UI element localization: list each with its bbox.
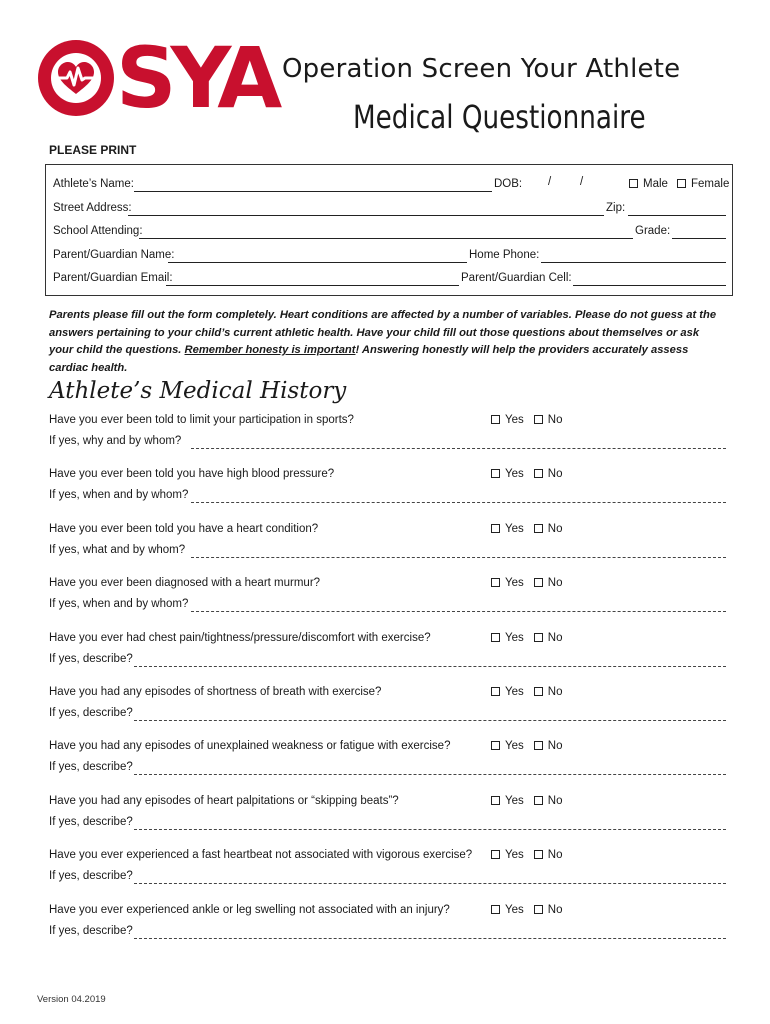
school-field[interactable] (139, 238, 633, 239)
yes-checkbox[interactable] (491, 905, 500, 914)
yes-checkbox[interactable] (491, 469, 500, 478)
male-checkbox[interactable] (629, 179, 638, 188)
osya-logo (38, 29, 277, 127)
follow-up-answer-field[interactable] (134, 938, 726, 939)
yes-no-options (491, 904, 562, 916)
no-label: No (547, 468, 563, 480)
zip-field[interactable] (628, 215, 726, 216)
follow-up-label: If yes, when and by whom? (49, 598, 189, 610)
question-text: Have you ever been told to limit your participation in sports? (49, 414, 354, 426)
follow-up-answer-field[interactable] (134, 829, 726, 830)
yes-label: Yes (505, 849, 524, 861)
yes-no-options (491, 577, 562, 589)
no-label: No (547, 740, 563, 752)
no-label: No (547, 632, 563, 644)
please-print-label: PLEASE PRINT (49, 143, 137, 157)
guardian-cell-label: Parent/Guardian Cell: (461, 272, 572, 284)
follow-up-label: If yes, describe? (49, 707, 133, 719)
grade-label: Grade: (635, 225, 671, 237)
no-checkbox[interactable] (534, 633, 543, 642)
follow-up-label: If yes, describe? (49, 653, 133, 665)
dob-label: DOB: (494, 178, 523, 190)
no-label: No (547, 523, 563, 535)
street-address-field[interactable] (128, 215, 604, 216)
follow-up-answer-field[interactable] (191, 448, 726, 449)
yes-no-options (491, 740, 562, 752)
no-label: No (547, 414, 563, 426)
honesty-emphasis: Remember honesty is important (184, 344, 356, 356)
female-checkbox[interactable] (677, 179, 686, 188)
guardian-email-label: Parent/Guardian Email: (53, 272, 173, 284)
yes-label: Yes (505, 414, 524, 426)
female-label: Female (691, 178, 730, 190)
question-text: Have you ever had chest pain/tightness/pressure/discomfort with exercise? (49, 632, 431, 644)
no-checkbox[interactable] (534, 469, 543, 478)
guardian-email-field[interactable] (166, 285, 459, 286)
no-checkbox[interactable] (534, 850, 543, 859)
version-label: Version 04.2019 (37, 994, 106, 1005)
question-text: Have you ever experienced a fast heartbeat not associated with vigorous exercise? (49, 849, 473, 861)
no-label: No (547, 904, 563, 916)
yes-label: Yes (505, 468, 524, 480)
yes-checkbox[interactable] (491, 415, 500, 424)
yes-checkbox[interactable] (491, 578, 500, 587)
follow-up-answer-field[interactable] (134, 666, 726, 667)
follow-up-label: If yes, describe? (49, 870, 133, 882)
no-checkbox[interactable] (534, 905, 543, 914)
no-label: No (547, 577, 563, 589)
athlete-name-field[interactable] (134, 191, 492, 192)
no-label: No (547, 795, 563, 807)
follow-up-label: If yes, why and by whom? (49, 435, 182, 447)
yes-checkbox[interactable] (491, 524, 500, 533)
yes-no-options (491, 414, 562, 426)
yes-label: Yes (505, 523, 524, 535)
page-subtitle: Medical Questionnaire (353, 98, 646, 136)
follow-up-label: If yes, describe? (49, 761, 133, 773)
question-text: Have you ever been diagnosed with a heart murmur? (49, 577, 321, 589)
heart-logo-icon (38, 40, 114, 116)
yes-no-options (491, 795, 562, 807)
question-text: Have you ever been told you have a heart condition? (49, 523, 319, 535)
yes-checkbox[interactable] (491, 633, 500, 642)
follow-up-answer-field[interactable] (134, 774, 726, 775)
question-text: Have you had any episodes of unexplained weakness or fatigue with exercise? (49, 740, 451, 752)
follow-up-answer-field[interactable] (191, 502, 726, 503)
guardian-cell-field[interactable] (573, 285, 726, 286)
follow-up-answer-field[interactable] (134, 720, 726, 721)
guardian-name-label: Parent/Guardian Name: (53, 249, 175, 261)
yes-label: Yes (505, 795, 524, 807)
athlete-name-label: Athlete’s Name: (53, 178, 134, 190)
question-text: Have you ever been told you have high blood pressure? (49, 468, 335, 480)
no-checkbox[interactable] (534, 524, 543, 533)
no-checkbox[interactable] (534, 741, 543, 750)
dob-separator: / (548, 176, 552, 188)
follow-up-label: If yes, what and by whom? (49, 544, 186, 556)
question-text: Have you ever experienced ankle or leg swelling not associated with an injury? (49, 904, 450, 916)
zip-label: Zip: (606, 202, 626, 214)
question-text: Have you had any episodes of shortness of breath with exercise? (49, 686, 382, 698)
follow-up-label: If yes, describe? (49, 925, 133, 937)
yes-no-options (491, 523, 562, 535)
home-phone-field[interactable] (541, 262, 726, 263)
school-label: School Attending: (53, 225, 143, 237)
home-phone-label: Home Phone: (469, 249, 540, 261)
no-label: No (547, 686, 563, 698)
logo-text: SYA (116, 29, 277, 127)
follow-up-answer-field[interactable] (191, 611, 726, 612)
guardian-name-field[interactable] (168, 262, 467, 263)
follow-up-answer-field[interactable] (191, 557, 726, 558)
follow-up-label: If yes, when and by whom? (49, 489, 189, 501)
grade-field[interactable] (672, 238, 726, 239)
no-checkbox[interactable] (534, 415, 543, 424)
yes-label: Yes (505, 904, 524, 916)
no-checkbox[interactable] (534, 578, 543, 587)
page-title: Operation Screen Your Athlete (282, 54, 681, 84)
no-checkbox[interactable] (534, 687, 543, 696)
yes-checkbox[interactable] (491, 687, 500, 696)
male-label: Male (643, 178, 668, 190)
instructions-paragraph: Parents please fill out the form completely. Heart conditions are affected by a number of variables. Please do not guess at the answers pertaining to your child’s current athletic health. Have your child fill out those questions about themselves or ask your child the questions. Remember honesty is important! Answering honestly will help the providers accurately assess cardiac health. (49, 309, 717, 374)
yes-no-options (491, 686, 562, 698)
yes-no-options (491, 632, 562, 644)
yes-no-options (491, 468, 562, 480)
no-label: No (547, 849, 563, 861)
yes-label: Yes (505, 686, 524, 698)
yes-label: Yes (505, 577, 524, 589)
dob-separator: / (580, 176, 584, 188)
yes-checkbox[interactable] (491, 796, 500, 805)
yes-label: Yes (505, 632, 524, 644)
question-text: Have you had any episodes of heart palpitations or “skipping beats”? (49, 795, 399, 807)
yes-checkbox[interactable] (491, 741, 500, 750)
follow-up-label: If yes, describe? (49, 816, 133, 828)
follow-up-answer-field[interactable] (134, 883, 726, 884)
medical-history-heading: Athlete’s Medical History (49, 378, 347, 404)
yes-label: Yes (505, 740, 524, 752)
street-address-label: Street Address: (53, 202, 132, 214)
yes-no-options (491, 849, 562, 861)
yes-checkbox[interactable] (491, 850, 500, 859)
no-checkbox[interactable] (534, 796, 543, 805)
